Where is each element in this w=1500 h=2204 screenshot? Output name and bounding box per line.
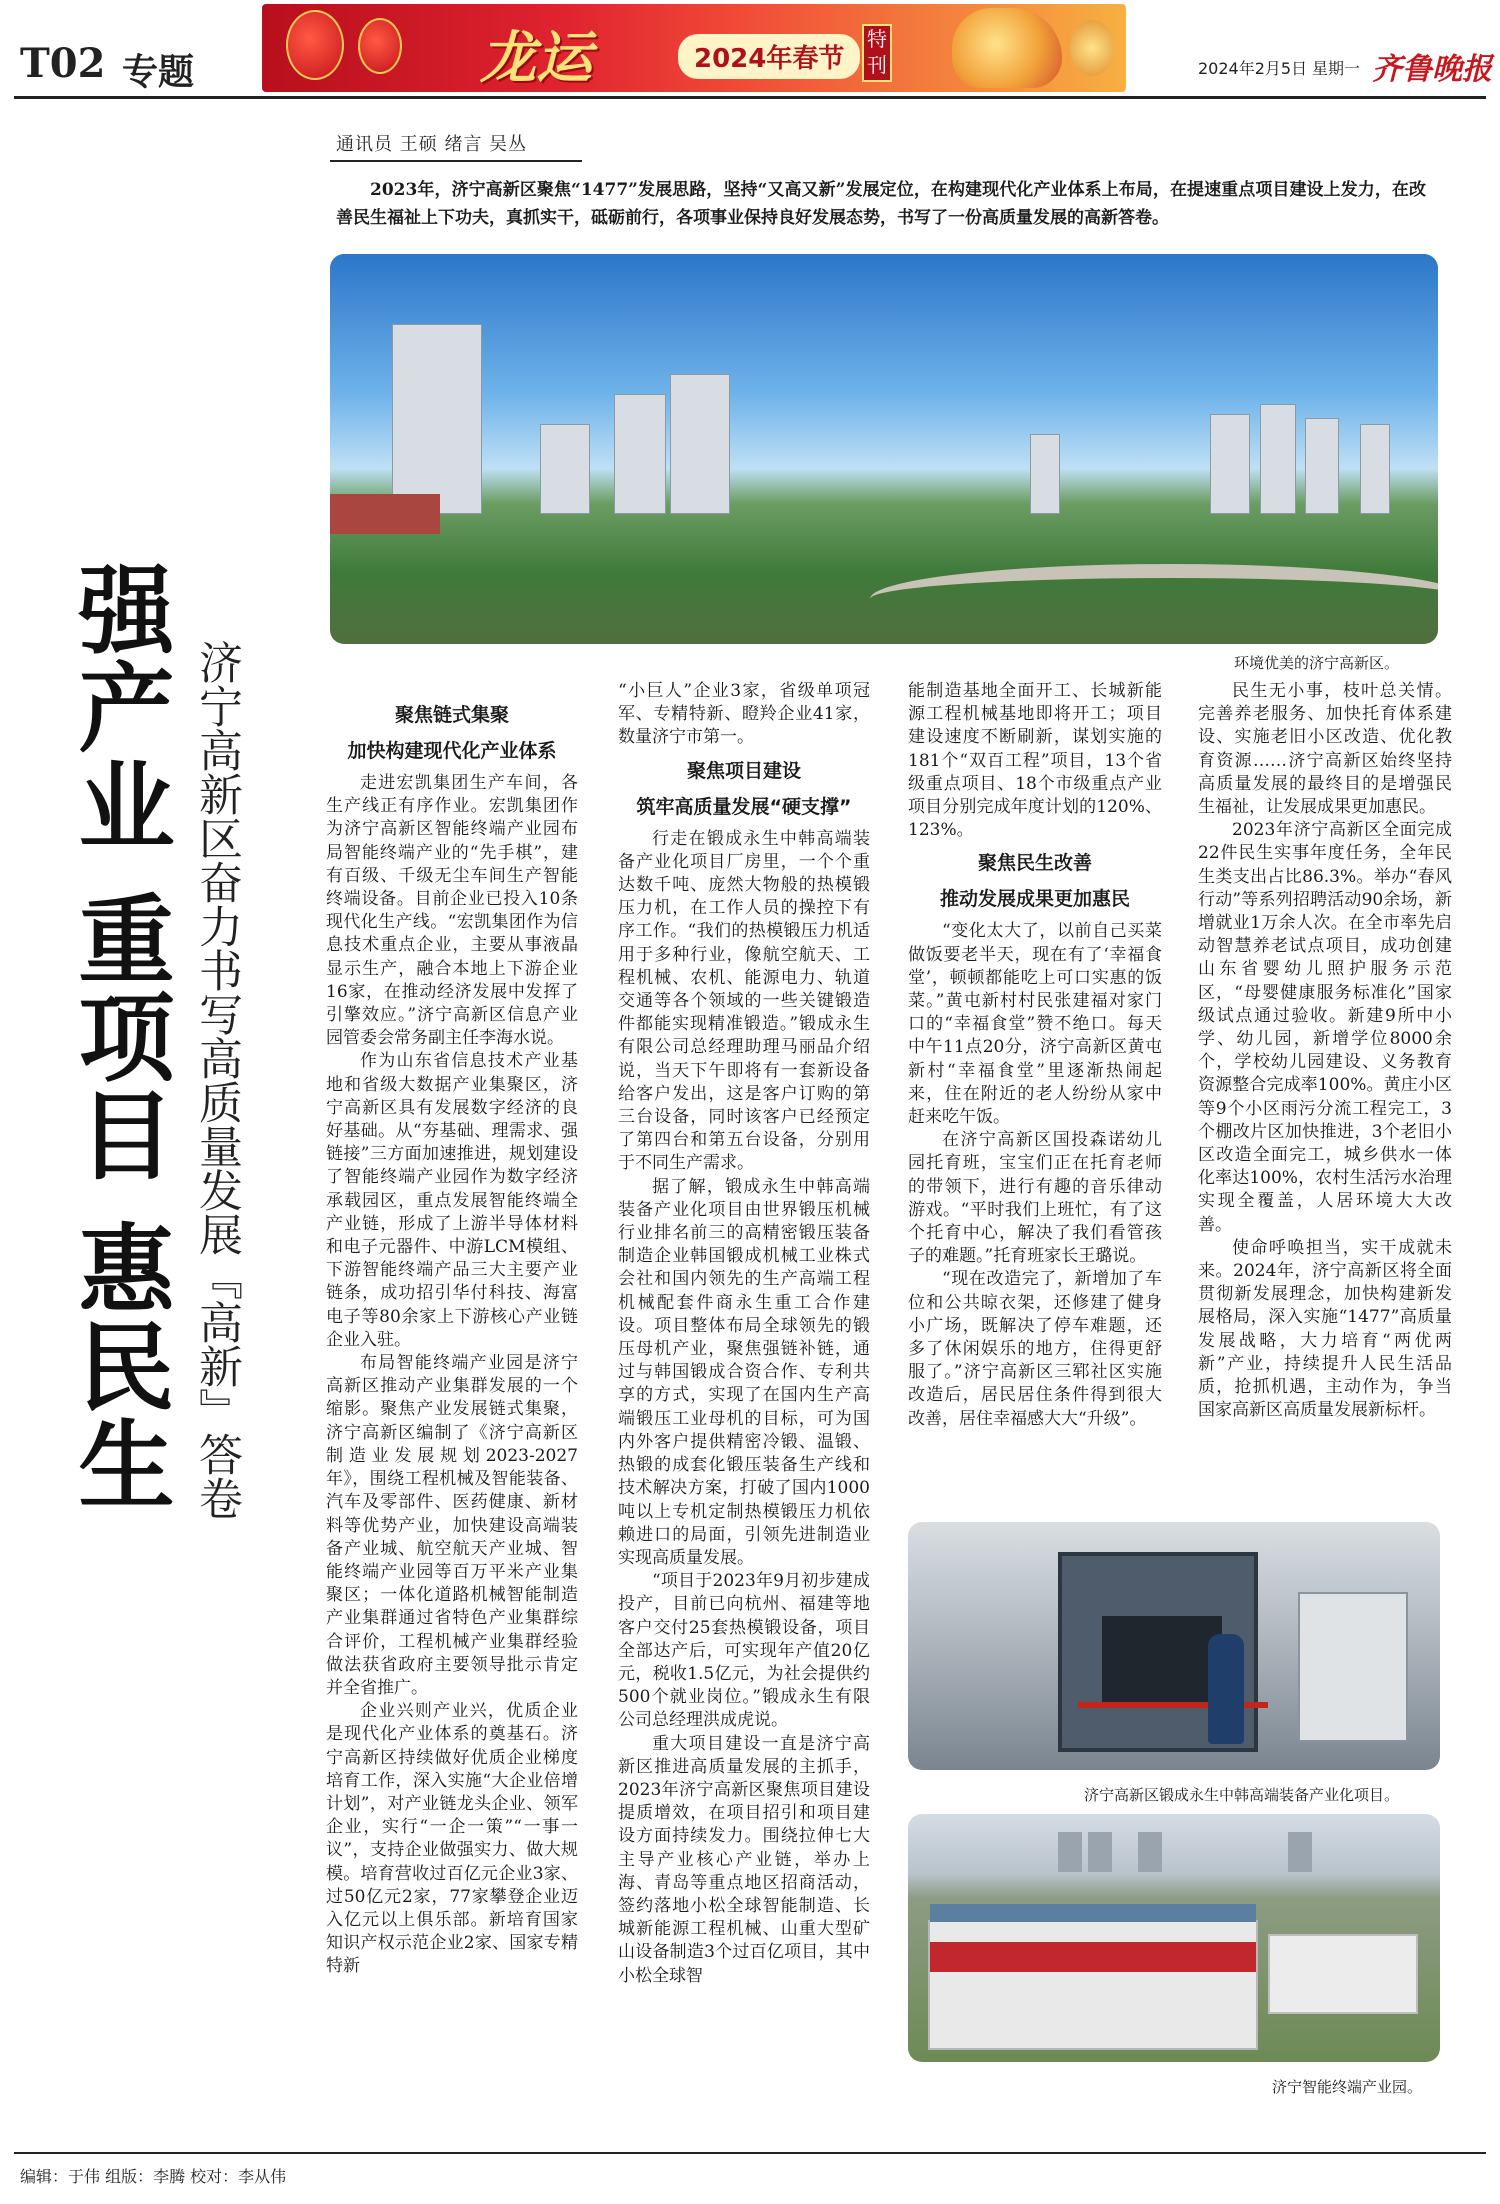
paragraph: 民生无小事，枝叶总关情。完善养老服务、加快托育体系建设、实施老旧小区改造、优化教育资源……济宁高新区始终坚持高质量发展的最终目的是增强民生福祉，让发展成果更加惠民。 (1198, 681, 1452, 818)
paragraph: 作为山东省信息技术产业基地和省级大数据产业集聚区，济宁高新区具有发展数字经济的良好基础。从“夯基础、理需求、强链接”三方面加速推进，规划建设了智能终端产业园作为数字经济承载园区，重点发展智能终端全产业链，形成了上游半导体材料和电子元器件、中游LCM模组、下游智能终端产品三大主要产业链条，成功招引华付科技、海富电子等80余家上下游核心产业链企业入驻。 (326, 1051, 578, 1350)
press-opening-shape (1102, 1616, 1222, 1706)
red-sign-band (930, 1942, 1256, 1972)
hero-photo-cityscape (330, 254, 1438, 644)
photo1-caption: 济宁高新区锻成永生中韩高端装备产业化项目。 (1084, 1786, 1400, 1804)
building-shape (540, 424, 590, 514)
section-heading: 聚焦民生改善 (977, 852, 1092, 875)
building-shape (1030, 434, 1060, 514)
paragraph: 在济宁高新区国投森诺幼儿园托育班，宝宝们正在托育老师的带领下，进行有趣的音乐律动游戏。“平时我们上班忙，有了这个托育中心，解决了我们看管孩子的难题。”托育班家长王璐说。 (908, 1130, 1162, 1267)
paragraph: 重大项目建设一直是济宁高新区推进高质量发展的主抓手，2023年济宁高新区聚焦项目建设提质增效，在项目招引和项目建设方面持续发力。围绕拉伸七大主导产业核心产业链，举办上海、青岛等重点地区招商活动，签约落地小松全球智能制造、长城新能源工程机械、山重大型矿山设备制造3个过百亿项目，其中小松全球智 (618, 1733, 870, 1986)
spring-festival-banner (262, 4, 1126, 92)
building-shape (1305, 418, 1339, 514)
section-name: 专题 (122, 51, 195, 93)
red-roof-building (330, 494, 440, 534)
editor-credits: 编辑：于伟 组版：李腾 校对：李从伟 (20, 2167, 287, 2186)
page-number: T02 (20, 40, 106, 87)
issue-date: 2024年2月5日 (1198, 59, 1308, 78)
article-column-4 (1198, 680, 1452, 1423)
article-column-1 (326, 700, 578, 1979)
building-shape (1088, 1832, 1112, 1872)
banner-tag: 特刊 (862, 24, 892, 82)
intro-paragraph: 2023年，济宁高新区聚焦“1477”发展思路，坚持“又高又新”发展定位，在构建现代化产业体系上布局，在提速重点项目建设上发力，在改善民生福祉上下功夫，真抓实干，砥砺前行，各项事业保持良好发展态势，书写了一份高质量发展的高新答卷。 (336, 180, 1426, 228)
paragraph: “变化太大了，以前自己买菜做饭要老半天，现在有了‘幸福食堂’，顿顿都能吃上可口实惠的饭菜。”黄屯新村村民张建福对家门口的“幸福食堂”赞不绝口。每天中午11点20分，济宁高新区黄屯新村“幸福食堂”里逐渐热闹起来，住在附近的老人纷纷从家中赶来吃午饭。 (908, 921, 1162, 1128)
section-subheading: 加快构建现代化产业体系 (347, 740, 557, 762)
byline-divider (330, 160, 582, 162)
section-heading: 聚焦链式集聚 (394, 704, 509, 726)
building-shape (614, 394, 666, 514)
paragraph: 行走在锻成永生中韩高端装备产业化项目厂房里，一个个重达数千吨、庞然大物般的热模锻压力机，在工作人员的操控下有序工作。“我们的热模锻压力机适用于多种行业，像航空航天、工程机械、农机、能源电力、轨道交通等各个领域的一些关键锻造件都能实现精准锻造。”锻成永生有限公司总经理助理马丽品介绍说，当天下午即将有一套新设备给客户发出，这是客户订购的第三台设备，同时该客户已经预定了第四台和第五台设备，分别用于不同生产需求。 (618, 828, 870, 1174)
park-side-building (1268, 1934, 1418, 2014)
worker-figure (1208, 1634, 1244, 1744)
dragon-illustration (952, 8, 1062, 88)
subheadline: 济宁高新区奋力书写高质量发展『高新』答卷 (191, 640, 242, 1520)
coin-icon (1070, 20, 1114, 76)
section-heading: 聚焦项目建设 (686, 759, 801, 782)
section-subheading: 推动发展成果更加惠民 (939, 888, 1130, 911)
section-subheading: 筑牢高质量发展“硬支撑” (636, 795, 852, 818)
photo-forging-press (908, 1522, 1440, 1770)
photo-industrial-park (908, 1814, 1440, 2062)
header-divider (14, 96, 1486, 99)
headline: 强产业 重项目 惠民生 (63, 560, 176, 1513)
photo2-caption: 济宁智能终端产业园。 (1272, 2078, 1423, 2096)
hero-caption: 环境优美的济宁高新区。 (1234, 654, 1400, 672)
building-shape (1210, 414, 1250, 514)
paragraph: 布局智能终端产业园是济宁高新区推动产业集群发展的一个缩影。聚焦产业发展链式集聚，济宁高新区编制了《济宁高新区制造业发展规划2023-2027年》，围绕工程机械及智能装备、汽车及零部件、医药健康、新材料等优势产业，加快建设高端装备产业城、航空航天产业城、智能终端产业园等百万平米产业集聚区；一体化道路机械智能制造产业集群通过省特色产业集群综合评价，工程机械产业集群经验做法获省政府主要领导批示肯定并全省推广。 (326, 1353, 578, 1698)
lantern-icon (286, 10, 344, 80)
article-column-2 (618, 680, 870, 1988)
issue-weekday: 星期一 (1312, 59, 1361, 78)
banner-year: 2024年春节 (678, 34, 860, 79)
footer-divider (14, 2152, 1486, 2154)
banner-title: 龙运 (480, 25, 592, 91)
byline: 通讯员 王硕 绪言 吴丛 (336, 134, 528, 155)
paragraph: “小巨人”企业3家，省级单项冠军、专精特新、瞪羚企业41家，数量济宁市第一。 (618, 681, 870, 748)
solar-roof-shape (930, 1904, 1256, 1922)
curved-road (870, 564, 1438, 634)
paragraph: 能制造基地全面开工、长城新能源工程机械基地即将开工；项目建设速度不断刷新，谋划实施的181个“双百工程”项目，13个省级重点项目、18个市级重点产业项目分别完成年度计划的120%、123%。 (908, 681, 1162, 841)
building-shape (670, 374, 730, 514)
park-main-building (928, 1920, 1258, 2050)
lantern-icon (358, 18, 402, 74)
control-cabinet-shape (1298, 1592, 1408, 1742)
article-column-3 (908, 680, 1162, 1431)
building-shape (1260, 404, 1296, 514)
paragraph: 走进宏凯集团生产车间，各生产线正有序作业。宏凯集团作为济宁高新区智能终端产业园布局智能终端产业的“先手棋”，建有百级、千级无尘车间生产智能终端设备。目前企业已投入10条现代化生产线。“宏凯集团作为信息技术重点企业，主要从事液晶显示生产，融合本地上下游企业16家，在推动经济发展中发挥了引擎效应。”济宁高新区信息产业园管委会常务副主任李海水说。 (326, 773, 578, 1049)
building-shape (1058, 1832, 1082, 1872)
building-shape (1288, 1832, 1312, 1872)
paragraph: 据了解，锻成永生中韩高端装备产业化项目由世界锻压机械行业排名前三的高精密锻压装备制造企业韩国锻成机械工业株式会社和国内领先的生产高端工程机械配套件商永生重工合作建设。项目整体布局全球领先的锻压母机产业，聚焦强链补链，通过与韩国锻成合资合作、专利共享的方式，实现了在国内生产高端锻压工业母机的目标，可为国内外客户提供精密冷锻、温锻、热锻的成套化锻压装备生产线和技术解决方案，打破了国内1000吨以上专机定制热模锻压力机依赖进口的局面，引领先进制造业实现高质量发展。 (618, 1176, 870, 1568)
paragraph: 企业兴则产业兴，优质企业是现代化产业体系的奠基石。济宁高新区持续做好优质企业梯度培育工作，深入实施“大企业倍增计划”，对产业链龙头企业、领军企业，实行“一企一策”“一事一议”，支持企业做强实力、做大规模。培育营收过百亿元企业3家、过50亿元2家，77家攀登企业迈入亿元以上俱乐部。新培育国家知识产权示范企业2家、国家专精特新 (326, 1701, 578, 1977)
building-shape (1360, 424, 1390, 514)
newspaper-logo: 齐鲁晚报 (1372, 52, 1492, 87)
paragraph: 2023年济宁高新区全面完成22件民生实事年度任务，全年民生类支出占比86.3%。举办“春风行动”等系列招聘活动90余场，新增就业1万余人次。在全市率先启动智慧养老试点项目，成功创建山东省婴幼儿照护服务示范区，“母婴健康服务标准化”国家级试点通过验收。新建9所中小学、幼儿园，新增学位8000余个，学校幼儿园建设、义务教育资源整合完成率100%。黄庄小区等9个小区雨污分流工程完工，3个棚改片区加快推进，3个老旧小区改造全面完工，城乡供水一体化率达100%，农村生活污水治理实现全覆盖，人居环境大大改善。 (1198, 820, 1452, 1235)
building-shape (1138, 1832, 1162, 1872)
building-shape (392, 324, 482, 514)
paragraph: “现在改造完了，新增加了车位和公共晾衣架，还修建了健身小广场，既解决了停车难题，还多了休闲娱乐的地方，住得更舒服了。”济宁高新区三郓社区实施改造后，居民居住条件得到很大改善，居住幸福感大大“升级”。 (908, 1269, 1162, 1429)
paragraph: 使命呼唤担当，实干成就未来。2024年，济宁高新区将全面贯彻新发展理念，加快构建新发展格局，深入实施“1477”高质量发展战略，大力培育“两优两新”产业，持续提升人民生活品质，抢抓机遇，主动作为，争当国家高新区高质量发展新标杆。 (1198, 1237, 1452, 1421)
paragraph: “项目于2023年9月初步建成投产，目前已向杭州、福建等地客户交付25套热模锻设备，项目全部达产后，可实现年产值20亿元，税收1.5亿元，为社会提供约500个就业岗位。”锻成永生有限公司总经理洪成虎说。 (618, 1571, 870, 1731)
